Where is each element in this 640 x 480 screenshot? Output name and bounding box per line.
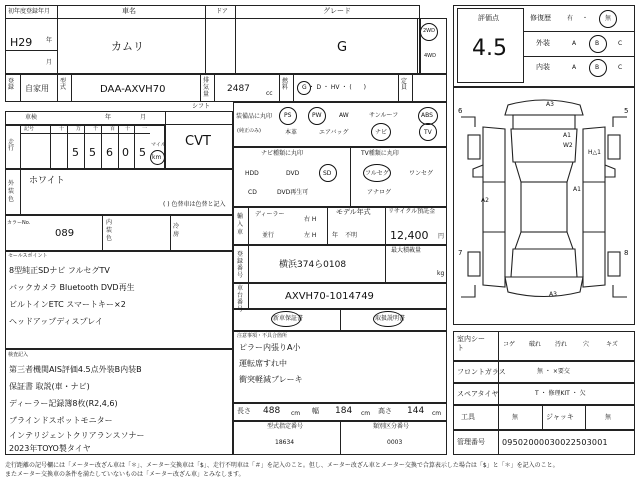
car-name-label: 車名 xyxy=(122,7,136,15)
chassis-label: 車台番号 xyxy=(237,285,244,313)
diagram-num-7: 7 xyxy=(458,249,463,257)
width-cm: cm xyxy=(361,410,371,417)
damage-a1-roof: A1 xyxy=(563,132,571,139)
type-no-value: 18634 xyxy=(275,439,295,446)
score-value: 4.5 xyxy=(472,36,507,61)
repair-no: 無 xyxy=(605,15,612,22)
km-unit: km xyxy=(152,154,162,161)
width-label: 幅 xyxy=(312,407,319,415)
spare-tire-options: T ・ 修理KIT ・ 欠 xyxy=(535,390,586,397)
footer-line-2: またメーター交換車の条件を満たしていないものは「メーター改ざん車」とみなします。 xyxy=(5,471,245,478)
equipment-label: 装備品に丸印 xyxy=(236,113,273,120)
color-no: 089 xyxy=(55,228,75,239)
model-year-label: モデル年式 xyxy=(336,208,371,216)
import-label: 輸入車 xyxy=(237,213,244,236)
int-c: C xyxy=(618,64,623,71)
diagram-num-6: 6 xyxy=(458,107,463,115)
ext-a: A xyxy=(572,40,577,47)
aircon-label: 冷房 xyxy=(173,223,180,238)
inspector-line-4: ブラインドスポットモニター xyxy=(9,416,113,425)
digit-2: 5 xyxy=(89,146,96,159)
digit-1: 5 xyxy=(72,146,79,159)
exterior-note: ( ) 色替車は色替と記入 xyxy=(163,201,226,208)
class-no-label: 類別区分番号 xyxy=(373,423,410,430)
digit-4: 0 xyxy=(122,146,129,159)
manual-doc: 取扱説明書 xyxy=(375,315,406,322)
exterior-grade-label: 外装 xyxy=(536,39,550,47)
length-value: 488 xyxy=(263,406,281,416)
type-no-label: 型式指定番号 xyxy=(267,423,304,430)
front-glass-options: 無 ・ ×要交 xyxy=(537,368,570,375)
header-row xyxy=(5,5,420,19)
score-label: 評価点 xyxy=(478,14,499,22)
import-left: 左 H xyxy=(304,232,317,239)
sheet-tear: 破れ xyxy=(529,341,542,348)
km-label: 走行 xyxy=(8,139,15,152)
length-label: 長さ xyxy=(237,407,251,415)
length-cm: cm xyxy=(291,410,301,417)
recycle-label: リサイクル預託金 xyxy=(388,208,436,215)
interior-grade-label: 内装 xyxy=(536,63,550,71)
recycle-value: 12,400 xyxy=(390,229,429,242)
equip-tv: TV xyxy=(424,129,432,136)
sheet-scratch: キズ xyxy=(606,341,618,348)
disp-label: 排気量 xyxy=(203,77,210,98)
navi-dvd: DVD xyxy=(286,170,300,177)
digit-3: 6 xyxy=(106,146,113,159)
fuel-label: 燃料 xyxy=(282,78,289,91)
grade-value: G xyxy=(337,40,348,55)
equip-aw: AW xyxy=(339,112,349,119)
registration-label: 登録番号 xyxy=(237,251,244,279)
diagram-num-8: 8 xyxy=(624,249,629,257)
navi-hdd: HDD xyxy=(245,170,259,177)
sheet-burn: コゲ xyxy=(503,341,516,348)
jack-label: ジャッキ xyxy=(546,413,574,421)
main-info-row xyxy=(5,18,420,74)
use-type: 自家用 xyxy=(25,84,49,93)
notes-label: 注意事項・不具合箇所 xyxy=(237,333,288,339)
displacement: 2487 xyxy=(227,84,250,94)
height-label: 高さ xyxy=(378,407,392,415)
equipment-sublabel: (純正のみ) xyxy=(237,128,261,134)
height-value: 144 xyxy=(407,406,425,416)
drive-4wd: 4WD xyxy=(424,53,436,59)
tools-value: 無 xyxy=(512,414,519,421)
import-parallel: 並行 xyxy=(262,232,275,239)
note-line-3: 衝突軽減ブレーキ xyxy=(239,375,303,384)
tv-analog: アナログ xyxy=(367,189,392,196)
equip-leather: 本革 xyxy=(285,129,298,136)
navi-cd: CD xyxy=(248,189,257,196)
damage-a1-rear: A1 xyxy=(573,186,581,193)
kg-unit: kg xyxy=(437,270,445,277)
chassis-value: AXVH70-1014749 xyxy=(285,291,374,302)
class-no-value: 0003 xyxy=(387,439,403,446)
equip-sunroof: サンルーフ xyxy=(369,112,399,119)
navi-sd: SD xyxy=(323,170,332,177)
navi-label: ナビ種類に丸印 xyxy=(261,150,304,157)
exterior-label: 外装色 xyxy=(8,180,15,203)
inspection-label: 車検 xyxy=(25,114,38,121)
col-sen: 千 xyxy=(93,126,99,132)
cc-unit: cc xyxy=(266,90,273,97)
int-a: A xyxy=(572,64,577,71)
drive-2wd: 2WD xyxy=(423,28,435,34)
inspector-line-1: 第三者機関AIS評価4.5点外装B内装B xyxy=(9,365,142,374)
month-unit: 月 xyxy=(46,59,53,66)
tv-label: TV種類に丸印 xyxy=(361,150,399,157)
equip-pw: PW xyxy=(312,112,322,119)
sales-line-3: ビルトインETC スマートキー×2 xyxy=(9,300,126,309)
equip-abs: ABS xyxy=(421,112,433,119)
ext-c: C xyxy=(618,40,623,47)
diagram-num-5: 5 xyxy=(624,107,629,115)
mgmt-number: 09502000030022503001 xyxy=(502,438,608,447)
inspector-line-6: 2023年TOYO製タイヤ xyxy=(9,444,91,453)
first-reg-label: 初年度登録年月 xyxy=(8,8,51,15)
auction-sheet xyxy=(5,5,635,455)
reg-label: 登録 xyxy=(8,78,15,91)
mgmt-label: 管理番号 xyxy=(457,438,485,446)
footer-notes xyxy=(5,461,559,479)
grade-label: グレード xyxy=(323,7,351,15)
ext-b: B xyxy=(595,40,600,47)
inspector-line-3: ディーラー記録簿8枚(R2,4,6) xyxy=(9,399,118,408)
jack-value: 無 xyxy=(605,414,612,421)
inspector-line-5: インテリジェントクリアランスソナー xyxy=(9,431,145,440)
damage-a2-side: A2 xyxy=(481,197,489,204)
interior-sheet-label: 室内シート xyxy=(457,335,485,352)
registration-value: 横浜374ら0108 xyxy=(279,260,347,270)
color-no-label: カラーNo. xyxy=(7,220,31,226)
sheet-dirt: 汚れ xyxy=(555,341,568,348)
note-line-1: ピラー内張りA小 xyxy=(239,343,301,352)
repair-dot: ・ xyxy=(582,15,589,22)
footer-line-1: 走行距離の記号欄には「メーター改ざん車は「＊」、メーター交換車は「$」、走行不明車は「＃」を記入のこと。但し、メーター改ざん車とメーター交換で合算表示した場合は「$」と「＊」を記入のこと。 xyxy=(5,462,559,469)
model-code: DAA-AXVH70 xyxy=(100,84,166,95)
model-year-unknown: 不明 xyxy=(345,232,358,239)
car-diagram xyxy=(453,87,635,325)
damage-a3-front: A3 xyxy=(546,101,554,108)
sales-line-2: バックカメラ Bluetooth DVD再生 xyxy=(9,283,135,292)
inspector-label: 検査記入 xyxy=(8,352,29,358)
drive-cell xyxy=(417,18,447,74)
new-warranty-doc: 新車保証書 xyxy=(273,315,304,322)
tools-label: 工具 xyxy=(461,413,475,421)
shift-label: シフト xyxy=(192,103,211,110)
damage-h1: H△1 xyxy=(588,149,601,156)
tv-oneseg: ワンセグ xyxy=(409,170,434,177)
col-mark: 記号 xyxy=(24,126,35,132)
import-dealer: ディーラー xyxy=(255,211,285,218)
sheet-hole: 穴 xyxy=(583,341,590,348)
damage-a3-rear: A3 xyxy=(549,291,557,298)
col-hyaku: 百 xyxy=(110,126,116,132)
damage-w2: W2 xyxy=(563,142,573,149)
year-unit: 年 xyxy=(46,37,53,44)
sales-point-label: セールスポイント xyxy=(8,253,48,259)
door-label: ドア xyxy=(216,8,228,15)
color-no-row xyxy=(5,215,233,251)
spare-tire-label: スペアタイヤ xyxy=(457,390,499,398)
car-name: カムリ xyxy=(111,40,144,53)
equipment-box xyxy=(233,102,447,147)
insp-month-unit: 月 xyxy=(140,114,147,121)
repair-label: 修復歴 xyxy=(530,14,551,22)
import-right: 右 H xyxy=(304,216,317,223)
navi-dvd-play: DVD再生可 xyxy=(277,189,309,196)
height-cm: cm xyxy=(432,410,442,417)
width-value: 184 xyxy=(335,406,353,416)
first-reg-year: H29 xyxy=(10,36,33,49)
max-load-label: 最大積載量 xyxy=(391,247,422,254)
model-year-unit: 年 xyxy=(332,232,339,239)
note-line-2: 運転席すれ中 xyxy=(239,359,287,368)
recycle-unit: 円 xyxy=(438,233,445,240)
tv-fullseg: フルセグ xyxy=(365,170,389,177)
fuel-options: G ・ D ・ HV ・ ( ) xyxy=(302,84,367,91)
equip-navi: ナビ xyxy=(375,129,388,136)
repair-yes: 有 xyxy=(567,15,574,22)
mile-unit: マイル xyxy=(151,142,166,148)
front-glass-label: フロントガラス xyxy=(457,368,506,376)
col-ichi: 一 xyxy=(142,126,148,132)
inspector-line-2: 保証書 取説(車・ナビ) xyxy=(9,382,90,391)
equip-ps: PS xyxy=(284,112,292,119)
insp-year-unit: 年 xyxy=(105,114,112,121)
sales-line-4: ヘッドアップディスプレイ xyxy=(9,317,103,326)
interior-color-label: 内装色 xyxy=(106,219,113,242)
sales-line-1: 8型純正SDナビ フルセグTV xyxy=(9,266,110,275)
equip-airbag: エアバッグ xyxy=(319,129,349,136)
type-label: 型式 xyxy=(60,78,67,91)
capacity-label: 定員 xyxy=(401,78,408,91)
transmission: CVT xyxy=(185,134,211,149)
digit-5: 5 xyxy=(139,146,146,159)
exterior-color: ホワイト xyxy=(29,176,65,186)
col-ten: 十 xyxy=(59,126,65,132)
int-b: B xyxy=(595,64,600,71)
col-juu: 十 xyxy=(125,126,131,132)
col-man: 万 xyxy=(76,126,82,132)
